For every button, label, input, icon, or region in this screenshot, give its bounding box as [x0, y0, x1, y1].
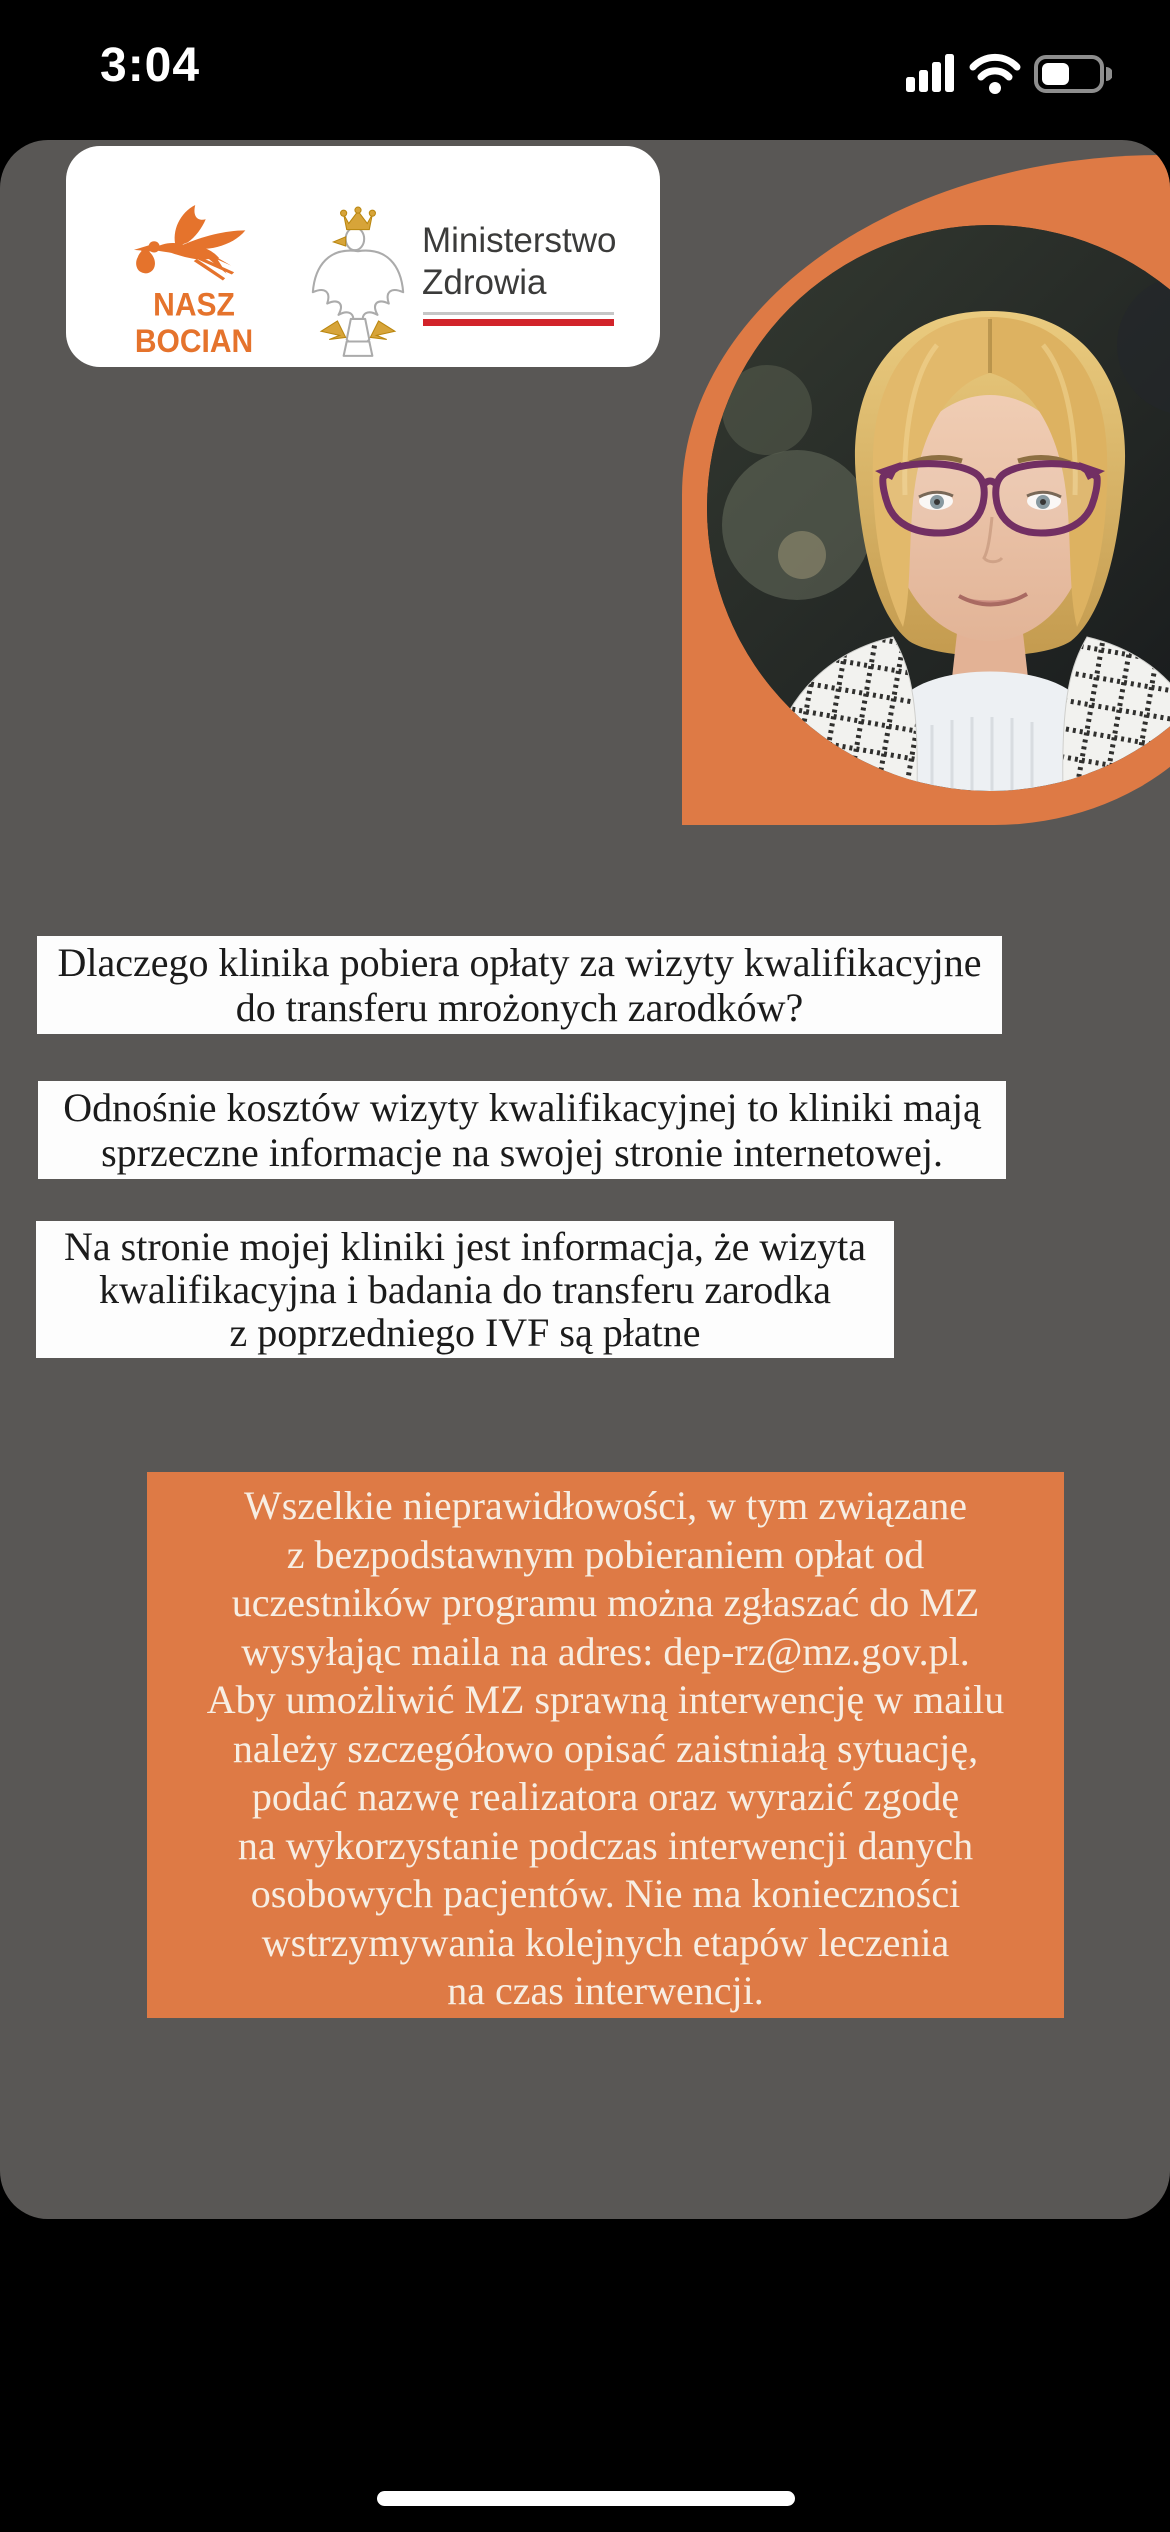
status-bar-time: 3:04: [100, 39, 201, 92]
answer-line-8: na wykorzystanie podczas interwencji danych: [237, 1822, 974, 1868]
question-2-line-2: sprzeczne informacje na swojej stronie internetowej.: [101, 1130, 943, 1175]
answer-line-4: wysyłając maila na adres: dep-rz@mz.gov.pl.: [241, 1628, 970, 1674]
question-3-line-2: kwalifikacyjna i badania do transferu zarodka: [99, 1267, 831, 1312]
question-1-line-1: Dlaczego klinika pobiera opłaty za wizyty kwalifikacyjne: [57, 940, 982, 985]
answer-line-3: uczestników programu można zgłaszać do MZ: [231, 1580, 980, 1625]
story-canvas[interactable]: [0, 140, 1170, 2219]
answer-line-9: osobowych pacjentów. Nie ma konieczności: [250, 1871, 961, 1916]
stork-with-bundle-icon: [112, 202, 274, 288]
wifi-icon: [968, 52, 1022, 94]
question-box-1: [37, 936, 1002, 1034]
ministry-line1: Ministerstwo: [422, 221, 617, 260]
answer-line-1: Wszelkie nieprawidłowości, w tym związane: [243, 1483, 968, 1528]
answer-line-5: Aby umożliwić MZ sprawną interwencję w mailu: [206, 1677, 1005, 1722]
ministry-line2: Zdrowia: [422, 263, 547, 302]
logo-card: [66, 146, 660, 367]
home-indicator[interactable]: [377, 2491, 795, 2506]
question-2-line-1: Odnośnie kosztów wizyty kwalifikacyjnej to kliniki mają: [63, 1085, 981, 1130]
battery-icon: [1034, 55, 1112, 93]
question-box-2: [38, 1081, 1006, 1179]
question-3-line-3: z poprzedniego IVF są płatne: [229, 1310, 701, 1355]
question-1-line-2: do transferu mrożonych zarodków?: [235, 985, 804, 1030]
answer-line-7: podać nazwę realizatora oraz wyrazić zgodę: [251, 1774, 960, 1819]
ministry-logo-text: [422, 220, 616, 304]
cellular-signal-icon: [906, 52, 958, 94]
answer-line-10: wstrzymywania kolejnych etapów leczenia: [261, 1919, 950, 1965]
ministry-divider-gray: [423, 312, 614, 315]
answer-line-11: na czas interwencji.: [447, 1968, 764, 2013]
answer-line-2: z bezpodstawnym pobieraniem opłat od: [286, 1531, 925, 1577]
question-3-line-1: Na stronie mojej kliniki jest informacja, że wizyta: [64, 1224, 866, 1269]
answer-box: [147, 1472, 1064, 2018]
polish-eagle-emblem: [306, 206, 410, 360]
question-box-3: [36, 1221, 894, 1358]
nasz-bocian-logo-label: NASZ BOCIAN: [134, 287, 254, 360]
ministry-divider-red: [423, 319, 614, 326]
answer-line-6: należy szczegółowo opisać zaistniałą sytuację,: [232, 1725, 979, 1771]
